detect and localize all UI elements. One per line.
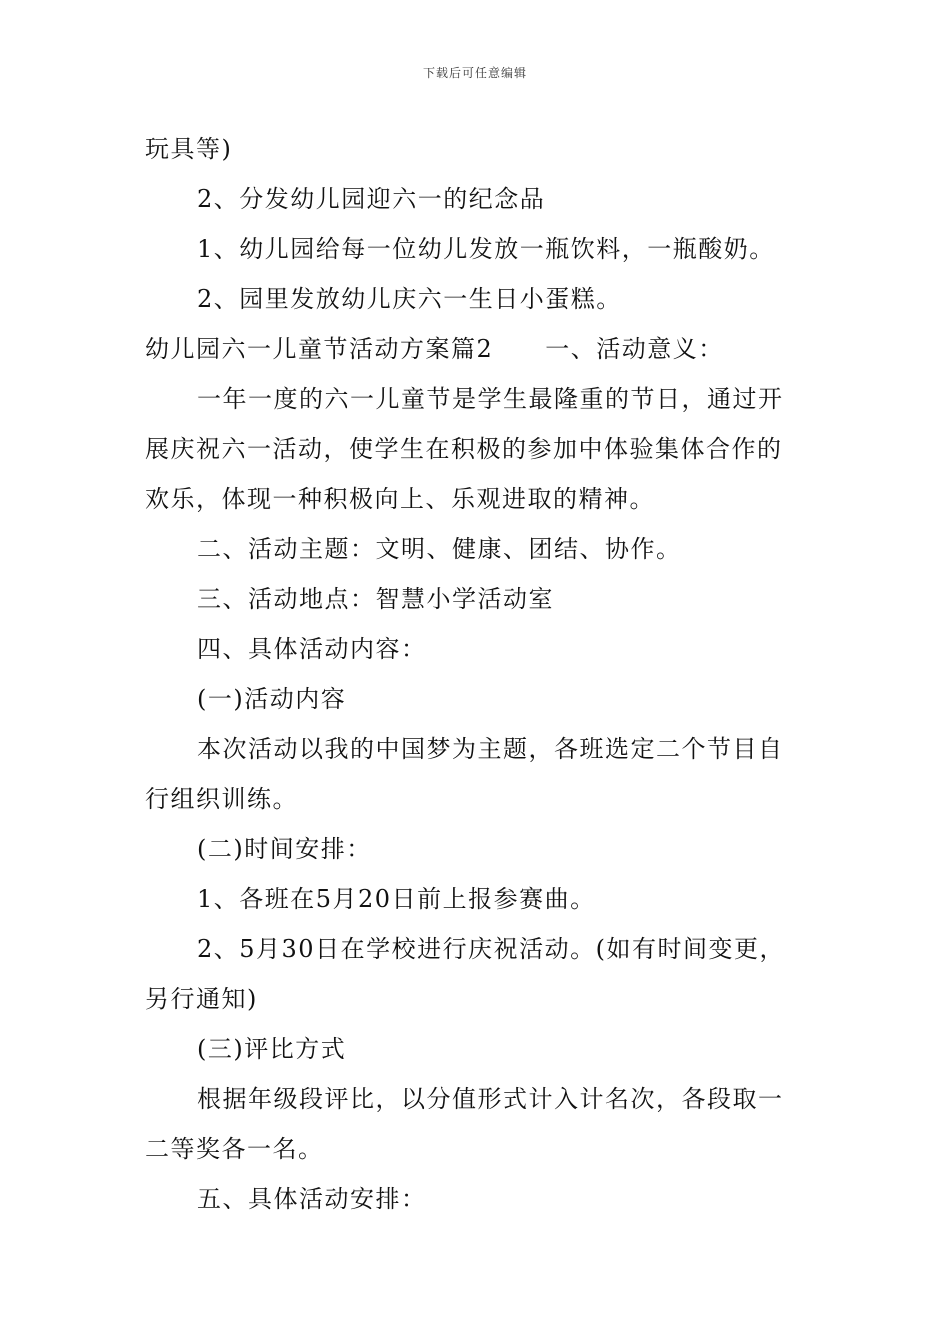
paragraph-line: 根据年级段评比，以分值形式计入计名次，各段取一	[197, 1085, 784, 1113]
paragraph-line: (三)评比方式	[197, 1035, 347, 1063]
paragraph-line: 二、活动主题：文明、健康、团结、协作。	[197, 535, 682, 563]
paragraph-line: 一年一度的六一儿童节是学生最隆重的节日，通过开	[197, 385, 784, 413]
paragraph-line: 四、具体活动内容：	[197, 635, 427, 663]
section-heading-title: 幼儿园六一儿童节活动方案篇2	[145, 335, 494, 363]
paragraph-line: 另行通知)	[145, 985, 258, 1013]
section-heading-subtitle: 一、活动意义：	[545, 335, 724, 363]
paragraph-line: 2、分发幼儿园迎六一的纪念品	[197, 185, 546, 213]
paragraph-line: 本次活动以我的中国梦为主题，各班选定二个节目自	[197, 735, 784, 763]
page-header-note: 下载后可任意编辑	[422, 66, 527, 80]
paragraph-line: 玩具等)	[145, 135, 233, 163]
paragraph-line: 三、活动地点：智慧小学活动室	[197, 585, 554, 613]
paragraph-line: 展庆祝六一活动，使学生在积极的参加中体验集体合作的	[145, 435, 783, 463]
paragraph-line: 1、幼儿园给每一位幼儿发放一瓶饮料，一瓶酸奶。	[197, 235, 775, 263]
paragraph-line: 欢乐，体现一种积极向上、乐观进取的精神。	[145, 485, 655, 513]
section-heading	[145, 324, 810, 374]
paragraph-line: 二等奖各一名。	[145, 1135, 324, 1163]
paragraph-line: 1、各班在5月20日前上报参赛曲。	[197, 885, 596, 913]
paragraph-line: 2、5月30日在学校进行庆祝活动。(如有时间变更，	[197, 935, 785, 963]
paragraph-line: (二)时间安排：	[197, 835, 372, 863]
paragraph-line: (一)活动内容	[197, 685, 347, 713]
paragraph-line: 2、园里发放幼儿庆六一生日小蛋糕。	[197, 285, 622, 313]
document-body	[145, 124, 810, 1224]
paragraph-line: 五、具体活动安排：	[197, 1185, 427, 1213]
paragraph-line: 行组织训练。	[145, 785, 298, 813]
